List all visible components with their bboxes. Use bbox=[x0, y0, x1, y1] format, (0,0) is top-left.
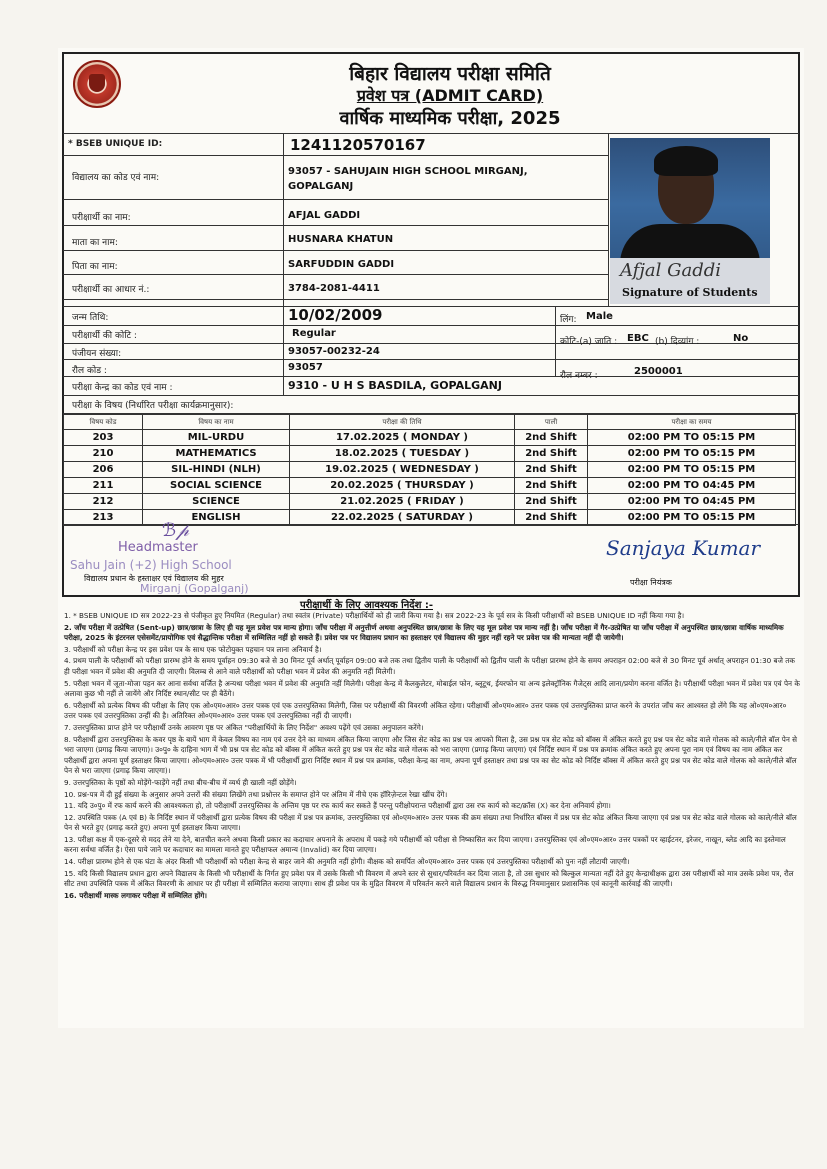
subject-date: 20.02.2025 ( THURSDAY ) bbox=[290, 478, 515, 494]
roll-code-value: 93057 bbox=[288, 362, 323, 373]
instruction-item: 8. परीक्षार्थी द्वारा उत्तरपुस्तिका के कवर पृष्ठ के बायें भाग में केवल विषय का नाम एवं उत्तर देने का माध्यम अंकित किया जाएगा और जिस सेट कोड का प्रश्न पत्र आपको मिला है, उस प्रश्न पत्र सेट कोड को बॉक्स में अंकित करते हुए प्रश्न पत्र सेट कोड वाले गोलक को काले/नीले बॉल पेन से भरा जाएगा (प्रगाढ़ किया जाएगा)। उ०पु० के दाहिना भाग में भी प्रश्न पत्र सेट कोड को बॉक्स में अंकित करते हुए प्रश्न पत्र सेट कोड वाले गोलक को भरा जाएगा (प्रगाढ़ किया जाएगा) एवं निर्दिष्ट स्थान में प्रश्न पत्र क्रमांक अंकित करते हुए अपना पूरा नाम एवं विषय का नाम अंकित कर परीक्षार्थी द्वारा अपना पूर्ण हस्ताक्षर किया जाएगा। ओ०एम०आर० उत्तर पत्रक में भी परीक्षार्थी द्वारा निर्दिष्ट स्थान में प्रश्न पत्र क्रमांक, परीक्षा केन्द्र का नाम, अपना पूर्ण हस्ताक्षर तथा प्रश्न पत्र का सेट कोड को निर्दिष्ट बॉक्स में अंकित करते हुए प्रश्न पत्र सेट कोड वाले गोलक को काले/नीले बॉल पेन से भरा जाएगा (प्रगाढ़ किया जाएगा)। bbox=[64, 734, 797, 776]
table-row bbox=[64, 462, 796, 478]
subjects-table bbox=[63, 414, 796, 526]
divider bbox=[63, 155, 608, 156]
instruction-item: 12. उपस्थिति पत्रक (A एवं B) के निर्दिष्ट स्थान में परीक्षार्थी द्वारा प्रत्येक विषय की परीक्षा में प्रश्न पत्र क्रमांक, उत्तरपुस्तिका एवं ओ०एम०आर० उत्तर पत्रक की क्रम संख्या तथा निर्धारित बॉक्स में प्रश्न पत्र सेट कोड अंकित किया जाएगा एवं प्रश्न पत्र सेट कोड वाले गोलक को काले/नीले बॉल पेन से भरते हुए (प्रगाढ़ करते हुए) अपना पूर्ण हस्ताक्षर किया जाएगा। bbox=[64, 812, 797, 833]
instruction-item: 16. परीक्षार्थी मास्क लगाकर परीक्षा में सम्मिलित होंगे। bbox=[64, 890, 207, 900]
instruction-item: 11. यदि उ०पु० में रफ कार्य करने की आवश्यकता हो, तो परीक्षार्थी उत्तरपुस्तिका के अन्तिम पृष्ठ पर रफ कार्य कर सकते हैं परन्तु परीक्षोपरान्त परीक्षार्थी द्वारा उस रफ कार्य को कट/क्रॉस (X) कर देना अनिवार्य होगा। bbox=[64, 801, 611, 811]
instruction-item: 6. परीक्षार्थी को प्रत्येक विषय की परीक्षा के लिए एक ओ०एम०आर० उत्तर पत्रक एवं एक उत्तरपुस्तिका मिलेगी, जिस पर परीक्षार्थी की विवरणी अंकित रहेगा। परीक्षार्थी ओ०एम०आर० उत्तर पत्रक एवं उत्तरपुस्तिका प्राप्त करने के उपरांत जाँच कर आश्वस्त हो लेंगे कि यह ओ०एम०आर० उत्तर पत्रक एवं उत्तरपुस्तिका उन्हीं की है। अतिरिक्त ओ०एम०आर० उत्तर पत्रक एवं उत्तरपुस्तिका नहीं दी जाएगी। bbox=[64, 700, 787, 721]
instruction-item: 15. यदि किसी विद्यालय प्रधान द्वारा अपने विद्यालय के किसी भी परीक्षार्थी के निर्गत हुए प्रवेश पत्र में उसके किसी भी विवरण में अपने स्तर से सुधार/परिवर्तन कर दिया जाता है, तो उस सुधार को बिल्कुल मान्यता नहीं देते हुए केन्द्राधीक्षक द्वारा उस परीक्षार्थी को मात्र उसके प्रवेश पत्र, रौल सीट तथा उपस्थिति पत्रक में अंकित विवरणी के आधार पर ही परीक्षा में सम्मिलित कराया जाएगा। साथ ही प्रवेश पत्र के मुद्रित विवरण में परिवर्तन करने वाले विद्यालय प्रधान के विरुद्ध नियमानुसार प्रशासनिक एवं कानूनी कार्रवाई की जाएगी। bbox=[64, 868, 794, 889]
school-stamp: Sahu Jain (+2) High School bbox=[70, 558, 232, 572]
subject-code: 210 bbox=[64, 446, 143, 462]
subject-time: 02:00 PM TO 05:15 PM bbox=[588, 446, 796, 462]
table-row bbox=[64, 478, 796, 494]
category-label: परीक्षार्थी की कोटि : bbox=[72, 331, 137, 341]
subject-name: SIL-HINDI (NLH) bbox=[143, 462, 290, 478]
instruction-item: 2. जाँच परीक्षा में उत्प्रेषित (Sent-up) छात्र/छात्रा के लिए ही यह मूल प्रवेश पत्र मान्य होगा। जाँच परीक्षा में अनुत्तीर्ण अथवा अनुपस्थित छात्र/छात्रा के लिए यह मूल प्रवेश पत्र मान्य नहीं है। जाँच परीक्षा में गैर-उत्प्रेषित या जाँच परीक्षा में अनुपस्थित छात्र/छात्रा वार्षिक माध्यमिक परीक्षा, 2025 के इंटरनल एसेसमेंट/प्रायोगिक एवं सैद्धान्तिक परीक्षा में सम्मिलित नहीं हो सकते हैं। प्रवेश पत्र पर विद्यालय प्रधान का हस्ताक्षर एवं विद्यालय की मुहर नहीं रहने पर प्रवेश पत्र की मान्यता नहीं दी जायेगी। bbox=[64, 622, 784, 643]
roll-no-value: 2500001 bbox=[634, 366, 683, 377]
father-label: पिता का नाम: bbox=[72, 262, 118, 272]
caste-label: कोटि-(a) जाति : bbox=[560, 337, 618, 347]
name-value: AFJAL GADDI bbox=[288, 210, 361, 221]
student-signature: Afjal Gaddi bbox=[620, 260, 722, 281]
subject-time: 02:00 PM TO 04:45 PM bbox=[588, 494, 796, 510]
divider bbox=[63, 376, 799, 377]
subject-date: 22.02.2025 ( SATURDAY ) bbox=[290, 510, 515, 526]
subject-shift: 2nd Shift bbox=[515, 462, 588, 478]
principal-signature-label: विद्यालय प्रधान के हस्ताक्षर एवं विद्यालय की मुहर bbox=[84, 574, 224, 583]
board-title: बिहार विद्यालय परीक्षा समिति bbox=[349, 63, 551, 85]
subject-time: 02:00 PM TO 05:15 PM bbox=[588, 510, 796, 526]
aadhaar-value: 3784-2081-4411 bbox=[288, 283, 380, 294]
name-label: परीक्षार्थी का नाम: bbox=[72, 213, 131, 223]
col-header: पाली bbox=[515, 415, 588, 430]
examiner-signature: Sanjaya Kumar bbox=[606, 536, 761, 560]
divider bbox=[63, 325, 799, 326]
col-header: विषय का नाम bbox=[143, 415, 290, 430]
divider bbox=[63, 274, 608, 275]
headmaster-initials: ℬ𝓅 bbox=[162, 520, 189, 541]
school-label: विद्यालय का कोड एवं नाम: bbox=[72, 173, 160, 183]
subject-shift: 2nd Shift bbox=[515, 494, 588, 510]
subject-name: SCIENCE bbox=[143, 494, 290, 510]
subject-date: 17.02.2025 ( MONDAY ) bbox=[290, 430, 515, 446]
divider bbox=[63, 299, 608, 300]
school-value-line1: 93057 - SAHUJAIN HIGH SCHOOL MIRGANJ, bbox=[288, 166, 528, 177]
subject-code: 206 bbox=[64, 462, 143, 478]
col-header: परीक्षा की तिथि bbox=[290, 415, 515, 430]
subject-code: 212 bbox=[64, 494, 143, 510]
school-place-stamp: Mirganj (Gopalganj) bbox=[140, 582, 249, 595]
col-header: परीक्षा का समय bbox=[588, 415, 796, 430]
divider bbox=[63, 225, 608, 226]
divider bbox=[63, 250, 608, 251]
divider bbox=[63, 395, 799, 396]
subject-date: 19.02.2025 ( WEDNESDAY ) bbox=[290, 462, 515, 478]
exam-title: वार्षिक माध्यमिक परीक्षा, 2025 bbox=[339, 108, 561, 129]
dob-label: जन्म तिथि: bbox=[72, 313, 109, 323]
divyang-label: (b) दिव्यांग : bbox=[655, 337, 700, 347]
subject-name: MATHEMATICS bbox=[143, 446, 290, 462]
divider bbox=[63, 306, 799, 307]
headmaster-stamp: Headmaster bbox=[118, 540, 198, 555]
subject-shift: 2nd Shift bbox=[515, 510, 588, 526]
table-row bbox=[64, 446, 796, 462]
instruction-item: 5. परीक्षा भवन में जूता-मोजा पहन कर आना सर्वथा वर्जित है अन्यथा परीक्षा भवन में प्रवेश की अनुमति नहीं मिलेगी। परीक्षा केन्द्र में कैलकुलेटर, मोबाईल फोन, ब्लूटूथ, ईयरफोन या अन्य इलेक्ट्रॉनिक गैजेट्स आदि लाना/प्रयोग करना वर्जित है। परीक्षार्थी परीक्षा भवन में प्रवेश पत्र एवं पेन के अलावा कुछ भी नहीं ले जायेंगे और निर्दिष्ट स्थान/सीट पर ही बैठेंगे। bbox=[64, 678, 800, 699]
aadhaar-label: परीक्षार्थी का आधार नं.: bbox=[72, 285, 150, 295]
caste-value: EBC bbox=[627, 333, 649, 344]
divider bbox=[608, 133, 609, 306]
subject-time: 02:00 PM TO 05:15 PM bbox=[588, 462, 796, 478]
student-signature-box bbox=[610, 258, 770, 304]
instructions-list bbox=[64, 611, 800, 902]
roll-code-label: रौल कोड : bbox=[72, 366, 107, 376]
instruction-item: 4. प्रथम पाली के परीक्षार्थी को परीक्षा प्रारम्भ होने के समय पूर्वाहन 09:30 बजे से 30 मिनट पूर्व अर्थात् पूर्वाहन 09:00 बजे तक तथा द्वितीय पाली के परीक्षार्थी को द्वितीय पाली के परीक्षा प्रारम्भ होने के समय अपराहन 02:00 बजे से 30 मिनट पूर्व अर्थात् अपराहन 01:30 बजे तक ही परीक्षा भवन में प्रवेश की अनुमति दी जाएगी। विलम्ब से आने वाले परीक्षार्थी को परीक्षा भवन में प्रवेश की अनुमति नहीं मिलेगी। bbox=[64, 656, 795, 676]
subject-time: 02:00 PM TO 05:15 PM bbox=[588, 430, 796, 446]
instruction-item: 7. उत्तरपुस्तिका प्राप्त होने पर परीक्षार्थी उनके आवरण पृष्ठ पर अंकित "परीक्षार्थियों के लिए निर्देश" अवश्य पढ़ेंगे एवं उसका अनुपालन करेंगे। bbox=[64, 722, 424, 732]
table-row bbox=[64, 430, 796, 446]
mother-value: HUSNARA KHATUN bbox=[288, 234, 394, 245]
uid-label: * BSEB UNIQUE ID: bbox=[68, 139, 163, 149]
divider bbox=[283, 133, 284, 395]
divider bbox=[63, 199, 608, 200]
reg-label: पंजीयन संख्या: bbox=[72, 349, 122, 359]
reg-value: 93057-00232-24 bbox=[288, 346, 380, 357]
instruction-item: 10. प्रश्न-पत्र में दी हुई संख्या के अनुसार अपने उत्तरों की संख्या लिखेंगे तथा प्रश्नोत्तर के समाप्त होने पर अंतिम में नीचे एक हॉरिज़ेन्टल रेखा खींच देंगे। bbox=[64, 789, 448, 799]
instruction-item: 9. उत्तरपुस्तिका के पृष्ठों को मोड़ेंगे-फाड़ेंगे नहीं तथा बीच-बीच में व्यर्थ ही खाली नहीं छोड़ेंगे। bbox=[64, 777, 297, 787]
instruction-item: 3. परीक्षार्थी को परीक्षा केन्द्र पर इस प्रवेश पत्र के साथ एक फोटोयुक्त पहचान पत्र लाना अनिवार्य है। bbox=[64, 644, 322, 654]
subject-name: ENGLISH bbox=[143, 510, 290, 526]
divider bbox=[63, 359, 799, 360]
table-row bbox=[64, 494, 796, 510]
uid-value: 1241120570167 bbox=[290, 136, 426, 154]
card-title: प्रवेश पत्र (ADMIT CARD) bbox=[356, 86, 544, 105]
col-header: विषय कोड bbox=[64, 415, 143, 430]
instruction-item: 1. * BSEB UNIQUE ID सत्र 2022-23 से पंजीकृत हुए नियमित (Regular) तथा स्वतंत्र (Private) परीक्षार्थियों को ही जारी किया गया है। सत्र 2022-23 के पूर्व सत्र के किसी परीक्षार्थी को BSEB UNIQUE ID नहीं किया गया है। bbox=[64, 611, 685, 620]
mother-label: माता का नाम: bbox=[72, 238, 118, 248]
centre-label: परीक्षा केन्द्र का कोड एवं नाम : bbox=[72, 383, 173, 393]
subject-name: MIL-URDU bbox=[143, 430, 290, 446]
instruction-item: 14. परीक्षा प्रारम्भ होने से एक घंटा के अंदर किसी भी परीक्षार्थी को परीक्षा केन्द्र से बाहर जाने की अनुमति नहीं होगी। वीक्षक को समर्पित ओ०एम०आर० उत्तर पत्रक एवं उत्तरपुस्तिका परीक्षार्थी को पुनः नहीं लौटायी जाएगी। bbox=[64, 857, 630, 867]
subject-date: 21.02.2025 ( FRIDAY ) bbox=[290, 494, 515, 510]
subject-code: 203 bbox=[64, 430, 143, 446]
subject-code: 211 bbox=[64, 478, 143, 494]
divyang-value: No bbox=[733, 333, 749, 344]
signature-caption: Signature of Students bbox=[622, 286, 758, 299]
father-value: SARFUDDIN GADDI bbox=[288, 259, 395, 270]
instructions-title: परीक्षार्थी के लिए आवश्यक निर्देश :- bbox=[300, 600, 433, 611]
roll-no-label: रौल नम्बर : bbox=[560, 371, 598, 381]
subject-shift: 2nd Shift bbox=[515, 430, 588, 446]
examiner-label: परीक्षा नियंत्रक bbox=[630, 578, 672, 587]
gender-value: Male bbox=[586, 311, 613, 322]
bseb-logo bbox=[73, 60, 121, 108]
subject-name: SOCIAL SCIENCE bbox=[143, 478, 290, 494]
gender-label: लिंग: bbox=[560, 315, 577, 325]
divider bbox=[63, 133, 799, 134]
subject-code: 213 bbox=[64, 510, 143, 526]
school-value-line2: GOPALGANJ bbox=[288, 181, 354, 192]
subject-date: 18.02.2025 ( TUESDAY ) bbox=[290, 446, 515, 462]
subjects-label: परीक्षा के विषय (निर्धारित परीक्षा कार्यक्रमानुसार): bbox=[72, 401, 234, 411]
subject-shift: 2nd Shift bbox=[515, 478, 588, 494]
divider bbox=[555, 306, 556, 376]
centre-value: 9310 - U H S BASDILA, GOPALGANJ bbox=[288, 379, 502, 392]
subject-time: 02:00 PM TO 04:45 PM bbox=[588, 478, 796, 494]
dob-value: 10/02/2009 bbox=[288, 306, 383, 324]
category-value: Regular bbox=[292, 328, 336, 339]
subject-shift: 2nd Shift bbox=[515, 446, 588, 462]
instruction-item: 13. परीक्षा कक्ष में एक-दूसरे से मदद लेने या देने, बातचीत करने अथवा किसी प्रकार का कदाचार अपनाने के अपराध में पकड़े गये परीक्षार्थी को परीक्षा से निष्कासित कर दिया जाएगा। उत्तरपुस्तिका एवं ओ०एम०आर० उत्तर पत्रकों पर व्हाईटनर, इरेजर, नाखून, ब्लेड आदि का इस्तेमाल करना सर्वथा वर्जित है। ऐसा पाये जाने पर कदाचार का मामला मानते हुए परीक्षाफल अमान्य (Invalid) कर दिया जाएगा। bbox=[64, 834, 786, 855]
